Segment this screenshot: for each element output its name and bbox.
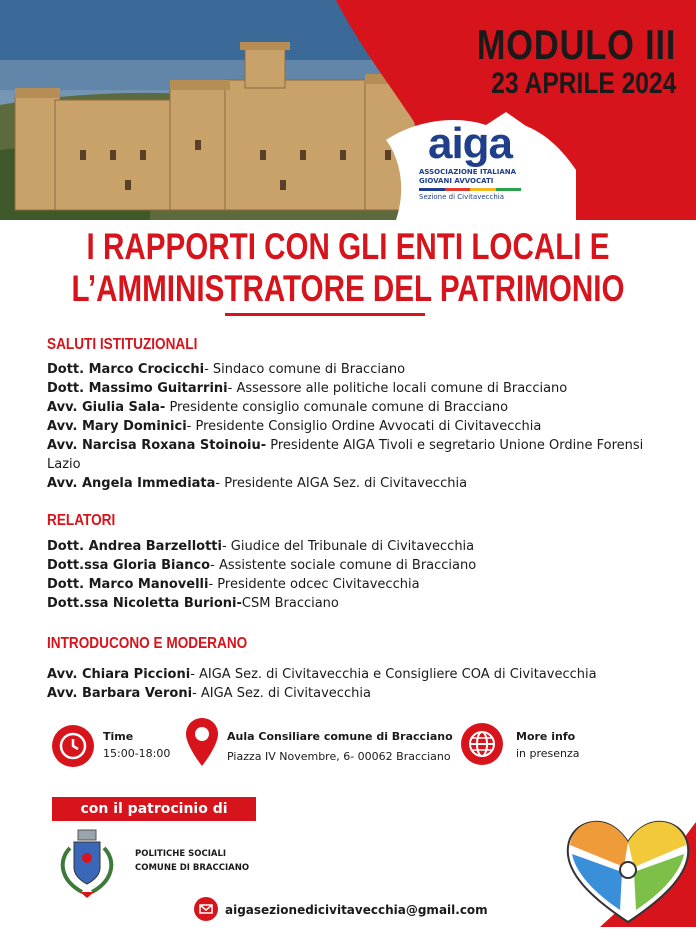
list-item — [47, 537, 667, 556]
speaker-name: Avv. Barbara Veroni — [47, 686, 193, 701]
aiga-logo-line — [419, 168, 525, 186]
speaker-role: - AIGA Sez. di Civitavecchia e Consigliere COA di Civitavecchia — [190, 667, 597, 682]
aiga-color-bar — [419, 188, 521, 191]
email-link[interactable]: aigasezionedicivitavecchia@gmail.com — [225, 903, 488, 917]
time-value: 15:00-18:00 — [103, 747, 171, 760]
speaker-role: - Assessore alle politiche locali comune di Bracciano — [227, 381, 568, 396]
title-line2: L’AMMINISTRATORE DEL PATRIMONIO — [71, 268, 625, 309]
list-item — [47, 379, 667, 398]
list-item — [47, 684, 667, 703]
coat-of-arms-icon — [52, 828, 122, 904]
speaker-role: - Presidente Consiglio Ordine Avvocati di Civitavecchia — [186, 419, 542, 434]
speaker-role: Presidente consiglio comunale comune di Bracciano — [165, 400, 509, 415]
speaker-role: CSM Bracciano — [241, 596, 339, 611]
speaker-name: Avv. Chiara Piccioni — [47, 667, 191, 682]
list-item — [47, 665, 667, 684]
speaker-name: Dott. Marco Manovelli — [47, 577, 209, 592]
relatori-list — [47, 537, 667, 613]
time-label: Time — [103, 730, 134, 743]
list-item — [47, 556, 667, 575]
list-item — [47, 474, 667, 493]
module-heading — [433, 22, 676, 100]
event-title — [0, 226, 696, 310]
speaker-role: - Sindaco comune di Bracciano — [204, 362, 406, 377]
patrocinio-entity — [135, 847, 249, 875]
list-item — [47, 594, 667, 613]
heart-logo — [560, 812, 696, 931]
section-saluti-heading: SALUTI ISTITUZIONALI — [47, 336, 198, 353]
module-number: MODULO III — [476, 21, 676, 68]
aiga-logo-line1: ASSOCIAZIONE ITALIANA — [419, 168, 517, 176]
event-date: 23 APRILE 2024 — [490, 67, 676, 100]
speaker-role: - Assistente sociale comune di Bracciano — [210, 558, 477, 573]
list-item — [47, 417, 667, 436]
more-info-value: in presenza — [516, 747, 580, 760]
patrocinio-line2: COMUNE DI BRACCIANO — [135, 863, 250, 873]
patrocinio-line1: POLITICHE SOCIALI — [135, 849, 227, 859]
list-item — [47, 575, 667, 594]
globe-icon — [461, 723, 503, 765]
list-item — [47, 436, 667, 474]
speaker-name: Avv. Mary Dominici — [47, 419, 187, 434]
patrocinio-banner: con il patrocinio di — [52, 797, 256, 821]
list-item — [47, 398, 667, 417]
location-pin-icon — [186, 718, 218, 770]
clock-icon — [52, 725, 94, 767]
place-value: Piazza IV Novembre, 6- 00062 Bracciano — [227, 750, 451, 763]
mail-icon — [194, 897, 218, 921]
speaker-name: Avv. Giulia Sala- — [47, 400, 166, 415]
speaker-name: Avv. Angela Immediata — [47, 476, 216, 491]
speaker-name: Dott.ssa Gloria Bianco — [47, 558, 211, 573]
more-info-label: More info — [516, 730, 576, 743]
aiga-logo — [415, 119, 525, 201]
moderatori-list — [47, 665, 667, 703]
speaker-name: Dott. Andrea Barzellotti — [47, 539, 222, 554]
saluti-list — [47, 360, 667, 493]
list-item — [47, 360, 667, 379]
aiga-logo-line2: GIOVANI AVVOCATI — [419, 177, 494, 185]
aiga-section: Sezione di Civitavecchia — [419, 193, 505, 201]
speaker-role: - AIGA Sez. di Civitavecchia — [192, 686, 371, 701]
speaker-role: - Presidente odcec Civitavecchia — [208, 577, 420, 592]
title-underline — [225, 313, 425, 316]
speaker-name: Avv. Narcisa Roxana Stoinoiu- — [47, 438, 267, 453]
speaker-role: - Presidente AIGA Sez. di Civitavecchia — [215, 476, 468, 491]
speaker-role: Presidente AIGA Tivoli e segretario Unione Ordine Forensi Lazio — [47, 438, 644, 472]
section-relatori-heading: RELATORI — [47, 512, 116, 529]
aiga-logo-word: aiga — [427, 119, 513, 168]
speaker-role: - Giudice del Tribunale di Civitavecchia — [221, 539, 475, 554]
speaker-name: Dott.ssa Nicoletta Burioni- — [47, 596, 242, 611]
speaker-name: Dott. Massimo Guitarrini — [47, 381, 228, 396]
section-moderatori-heading: INTRODUCONO E MODERANO — [47, 635, 248, 652]
place-label: Aula Consiliare comune di Bracciano — [227, 730, 453, 743]
speaker-name: Dott. Marco Crocicchi — [47, 362, 205, 377]
title-line1: I RAPPORTI CON GLI ENTI LOCALI E — [86, 226, 610, 267]
